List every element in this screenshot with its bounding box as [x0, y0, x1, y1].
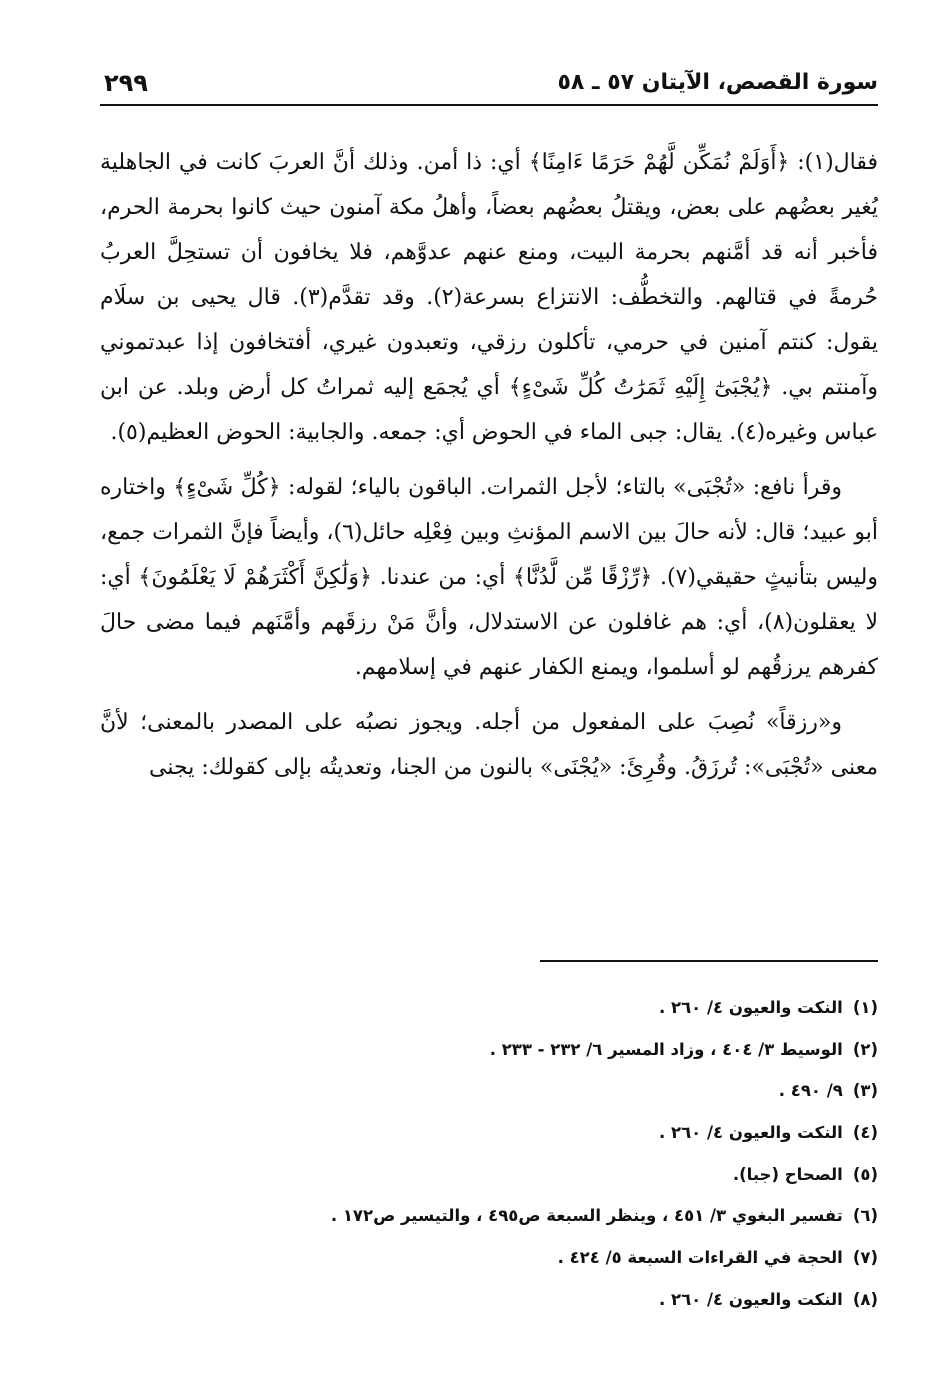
footnote-text: تفسير البغوي ٣/ ٤٥١ ، وينظر السبعة ص٤٩٥ ، والتيسير ص١٧٢ .: [330, 1206, 843, 1226]
footnote-text: النكت والعيون ٤/ ٢٦٠ .: [659, 998, 843, 1017]
footnote-number: (٦): [852, 1206, 878, 1226]
footnote-text: ٩/ ٤٩٠ .: [778, 1081, 843, 1101]
footnote: [100, 1237, 878, 1279]
footnote: [100, 1070, 878, 1112]
footnote: [100, 1154, 878, 1196]
footnote: [100, 1279, 878, 1321]
footnote-text: الصحاح (جبا).: [732, 1164, 843, 1184]
body-paragraph: وقرأ نافع: «تُجْبَى» بالتاء؛ لأجل الثمرات. الباقون بالياء؛ لقوله: ﴿كُلِّ شَىْءٍ﴾ واختاره أبو عبيد؛ قال: لأنه حالَ بين الاسم المؤنثِ وبين فِعْلِه حائل(٦)، وأيضاً فإنَّ الثمرات جمع، وليس بتأنيثٍ حقيقي(٧). ﴿رِّزْقًا مِّن لَّدُنَّا﴾ أي: من عندنا. ﴿وَلَٰكِنَّ أَكْثَرَهُمْ لَا يَعْلَمُونَ﴾ أي: لا يعقلون(٨)، أي: هم غافلون عن الاستدلال، وأنَّ مَنْ رزقَهم وأمَّنَهم فيما مضى حالَ كفرهم يرزقُهم لو أسلموا، ويمنع الكفار عنهم في إسلامهم.: [100, 475, 879, 680]
page-number: ٢٩٩: [104, 69, 148, 97]
footnote: [100, 1112, 878, 1154]
footnote: [100, 1195, 878, 1237]
footnote-text: الوسيط ٣/ ٤٠٤ ، وزاد المسير ٦/ ٢٣٢ - ٢٣٣ .: [489, 1039, 843, 1059]
footnote-text: النكت والعيون ٤/ ٢٦٠ .: [659, 1123, 843, 1143]
main-text: [100, 140, 878, 790]
page-header: [100, 64, 878, 106]
footnote-separator: [540, 960, 878, 962]
running-title: سورة القصص، الآيتان ٥٧ ـ ٥٨: [557, 70, 878, 95]
footnote: [100, 987, 878, 1029]
footnote-number: (٨): [852, 1289, 878, 1309]
footnote: [100, 1029, 878, 1071]
footnote-number: (٣): [852, 1081, 878, 1101]
footnote-number: (٢): [852, 1039, 878, 1059]
footnote-number: (٤): [852, 1123, 878, 1143]
footnote-text: النكت والعيون ٤/ ٢٦٠ .: [659, 1289, 843, 1309]
body-paragraph: و«رزقاً» نُصِبَ على المفعول من أجله. ويجوز نصبُه على المصدر بالمعنى؛ لأنَّ معنى «تُجْبَى»: تُرزَقُ. وقُرِئَ: «يُجْنَى» بالنون من الجنا، وتعديتُه بإلى كقولك: يجنى: [100, 710, 878, 780]
footnote-number: (١): [852, 998, 878, 1017]
footnotes-list: [100, 987, 878, 1321]
body-paragraph: فقال(١): ﴿أَوَلَمْ نُمَكِّن لَّهُمْ حَرَمًا ءَامِنًا﴾ أي: ذا أمن. وذلك أنَّ العربَ كانت في الجاهلية يُغير بعضُهم على بعض، ويقتلُ بعضُهم بعضاً، وأهلُ مكة آمنون حيث كانوا بحرمة الحرم، فأخبر أنه قد أمَّنهم بحرمة البيت، ومنع عنهم عدوَّهم، فلا يخافون أن تستحِلَّ العربُ حُرمةً في قتالهم. والتخطُّف: الانتزاع بسرعة(٢). وقد تقدَّم(٣). قال يحيى بن سلَام يقول: كنتم آمنين في حرمي، تأكلون رزقي، وتعبدون غيري، أفتخافون إذا عبدتموني وآمنتم بي. ﴿يُجْبَىٰٓ إِلَيْهِ ثَمَرَٰتُ كُلِّ شَىْءٍ﴾ أي يُجمَع إليه ثمراتُ كل أرض وبلد. عن ابن عباس وغيره(٤). يقال: جبى الماء في الحوض أي: جمعه. والجابية: الحوض العظيم(٥).: [100, 150, 878, 445]
footnote-number: (٥): [852, 1164, 878, 1184]
footnote-number: (٧): [852, 1248, 878, 1268]
footnote-text: الحجة في القراءات السبعة ٥/ ٤٢٤ .: [557, 1248, 843, 1268]
